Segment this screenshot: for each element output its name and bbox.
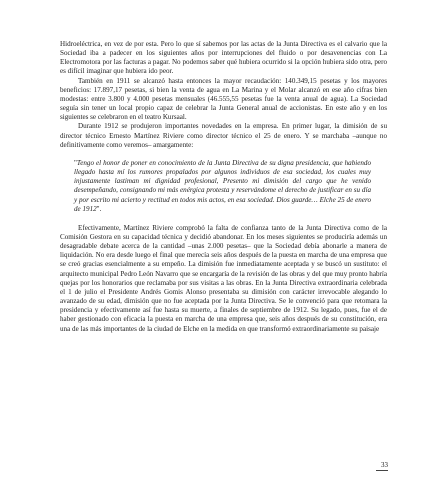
paragraph-hidroelectrica: Hidroeléctrica, en vez de por esta. Pero lo que sí sabemos por las actas de la Junta Directiva es el calvario que la Sociedad iba a padecer en los siguientes años por interrupciones del fluido o por desavenencias con La Electromotora por las facturas a pagar. No podemos saber qué hubiera ocurrido si la opción hubiera sido otra, pero es difícil imaginar que hubiera ido peor. (60, 40, 387, 76)
quote-open-mark: " (74, 158, 77, 167)
quote-close-mark: ". (96, 204, 102, 213)
quote-text (74, 159, 371, 214)
paragraph-novedades-1912: Durante 1912 se produjeron importantes novedades en la empresa. En primer lugar, la dimisión de su director técnico Ernesto Martínez Riviere como director técnico el 25 de enero. Y se marchaba –aunque no definitivamente como veremos– amargamente: (60, 122, 387, 149)
page-number: 33 (381, 461, 388, 469)
text-column (60, 40, 387, 334)
paragraph-martinez-riviere: Efectivamente, Martínez Riviere comprobó la falta de confianza tanto de la Junta Directiva como de la Comisión Gestora en su capacidad técnica y decidió abandonar. En los meses siguientes se produciría además un desagradable debate acerca de la cantidad –unas 2.000 pesetas– que la Sociedad debía abonarle a manera de liquidación. No era desde luego el final que merecía seis años después de la puesta en marcha de una empresa que se creó gracias esencialmente a su empeño. La dimisión fue inmediatamente aceptada y se buscó un sustituto: el arquitecto municipal Pedro León Navarro que se encargaría de la revisión de las obras y del que muy pronto habría quejas por los honorarios que reclamaba por sus visitas a las obras. En la Junta Directiva extraordinaria celebrada el 1 de julio el Presidente Andrés Gomis Alonso presentaba su dimisión con carácter irrevocable alegando lo avanzado de su edad, dimisión que no fue aceptada por la Junta Directiva. Se le convenció para que retomara la presidencia y efectivamente así fue hasta su muerte, a finales de septiembre de 1912. Su legado, pues, fue el de haber gestionado con eficacia la puesta en marcha de una empresa que, seis años después de su constitución, era una de las más importantes de la ciudad de Elche en la medida en que transformó extraordinariamente su paisaje (60, 223, 387, 333)
block-quote (60, 159, 387, 214)
quote-body: Tengo el honor de poner en conocimiento de la Junta Directiva de su digna presidencia, que habiendo llegado hasta mí los rumores propalados por algunos individuos de esa sociedad, los cuales muy injustamente lastiman mi dignidad profesional, Presento mi dimisión del cargo que he venido desempeñando, consignando mi más enérgica protesta y reservándome el derecho de justificar en su día y por escrito mi acierto y rectitud en todos mis actos, en esa sociedad. Dios guarde… Elche 25 de enero de 1912 (74, 158, 371, 213)
paragraph-recaudacion-1911: También en 1911 se alcanzó hasta entonces la mayor recaudación: 140.349,15 pesetas y los mayores beneficios: 17.897,17 pesetas, si bien la venta de agua en La Marina y el Molar alcanzó en ese año cifras bien modestas: entre 3.800 y 4.000 pesetas mensuales (46.555,55 pesetas fue la venta anual de agua). La Sociedad seguía sin tener un local propio capaz de celebrar la Junta General anual de accionistas. En este año y en los siguientes se celebraron en el teatro Kursaal. (60, 76, 387, 122)
page-number-underline (376, 470, 388, 471)
